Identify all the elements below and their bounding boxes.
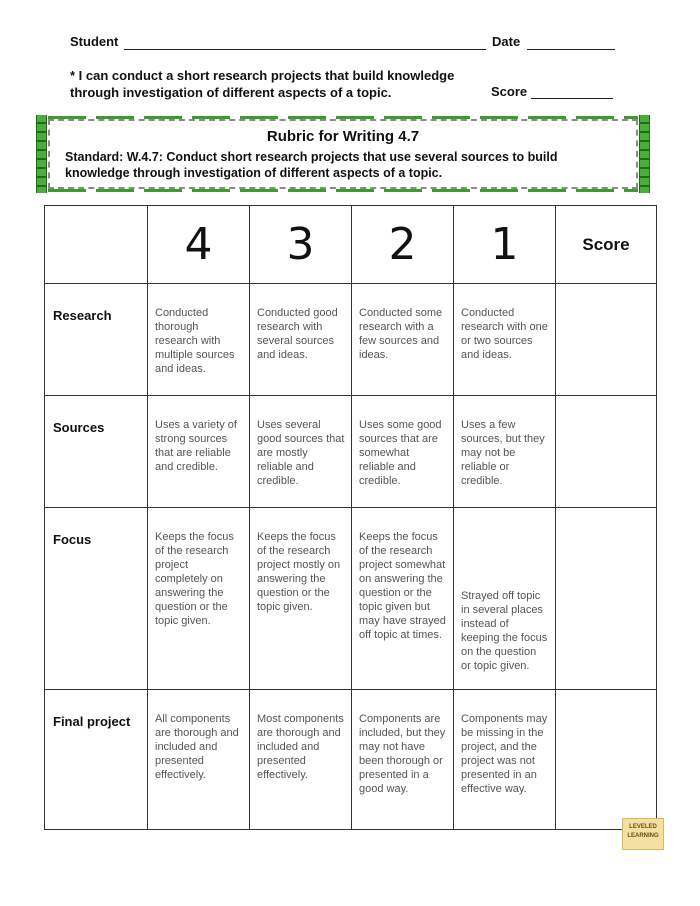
banner-border-right — [639, 115, 650, 193]
score-field[interactable] — [531, 98, 613, 99]
final-project-cell-3: Most components are thorough and included and presented effectively. — [250, 690, 352, 830]
column-header-1: 1 — [454, 206, 556, 284]
logo-line-2: LEARNING — [627, 833, 659, 839]
banner-stripe-bottom — [48, 189, 638, 192]
date-field[interactable] — [527, 49, 615, 50]
focus-score-cell[interactable] — [556, 508, 657, 690]
sources-cell-3: Uses several good sources that are mostly reliable and credible. — [250, 396, 352, 508]
column-header-4: 4 — [148, 206, 250, 284]
row-label-sources: Sources — [45, 396, 148, 508]
student-name-field[interactable] — [124, 49, 486, 50]
banner-standard-line-1: Standard: W.4.7: Conduct short research projects that use several sources to build — [65, 150, 558, 164]
final-project-cell-1: Components may be missing in the project, and the project was not presented in an effective way. — [454, 690, 556, 830]
publisher-logo — [622, 818, 664, 850]
focus-cell-3: Keeps the focus of the research project mostly on answering the question or the topic given. — [250, 508, 352, 690]
row-label-final-project: Final project — [45, 690, 148, 830]
sources-cell-4: Uses a variety of strong sources that are reliable and credible. — [148, 396, 250, 508]
rubric-row-sources — [45, 396, 657, 508]
objective-line-2: through investigation of different aspects of a topic. — [70, 85, 392, 100]
banner-standard — [65, 149, 625, 181]
logo-line-1: LEVELED — [629, 824, 657, 830]
banner-stripe-top — [48, 116, 638, 119]
student-label: Student — [70, 34, 119, 49]
banner-title: Rubric for Writing 4.7 — [266, 128, 420, 145]
rubric-row-final-project — [45, 690, 657, 830]
rubric-row-research — [45, 284, 657, 396]
rubric-corner-cell — [45, 206, 148, 284]
research-cell-1: Conducted research with one or two sources and ideas. — [454, 284, 556, 396]
rubric-table — [44, 205, 657, 830]
focus-cell-1: Strayed off topic in several places instead of keeping the focus on the question or topic given. — [454, 508, 556, 690]
focus-cell-4: Keeps the focus of the research project completely on answering the question or the topic given. — [148, 508, 250, 690]
research-cell-3: Conducted good research with several sources and ideas. — [250, 284, 352, 396]
sources-score-cell[interactable] — [556, 396, 657, 508]
objective-line-1: * I can conduct a short research projects that build knowledge — [70, 68, 455, 83]
focus-cell-2: Keeps the focus of the research project somewhat on answering the question or the topic given but may have strayed off topic at times. — [352, 508, 454, 690]
row-label-focus: Focus — [45, 508, 148, 690]
rubric-banner — [36, 113, 650, 195]
column-header-3: 3 — [250, 206, 352, 284]
research-score-cell[interactable] — [556, 284, 657, 396]
score-label: Score — [491, 84, 528, 99]
column-header-score: Score — [556, 206, 657, 284]
row-label-research: Research — [45, 284, 148, 396]
final-project-cell-2: Components are included, but they may not have been thorough or presented in a good way. — [352, 690, 454, 830]
final-project-cell-4: All components are thorough and included and presented effectively. — [148, 690, 250, 830]
banner-standard-line-2: knowledge through investigation of different aspects of a topic. — [65, 166, 443, 180]
research-cell-2: Conducted some research with a few sources and ideas. — [352, 284, 454, 396]
rubric-row-focus — [45, 508, 657, 690]
banner-border-left — [36, 115, 47, 193]
final-project-score-cell[interactable] — [556, 690, 657, 830]
rubric-header-row — [45, 206, 657, 284]
research-cell-4: Conducted thorough research with multiple sources and ideas. — [148, 284, 250, 396]
sources-cell-1: Uses a few sources, but they may not be reliable or credible. — [454, 396, 556, 508]
sources-cell-2: Uses some good sources that are somewhat reliable and credible. — [352, 396, 454, 508]
column-header-2: 2 — [352, 206, 454, 284]
date-label: Date — [492, 34, 521, 49]
